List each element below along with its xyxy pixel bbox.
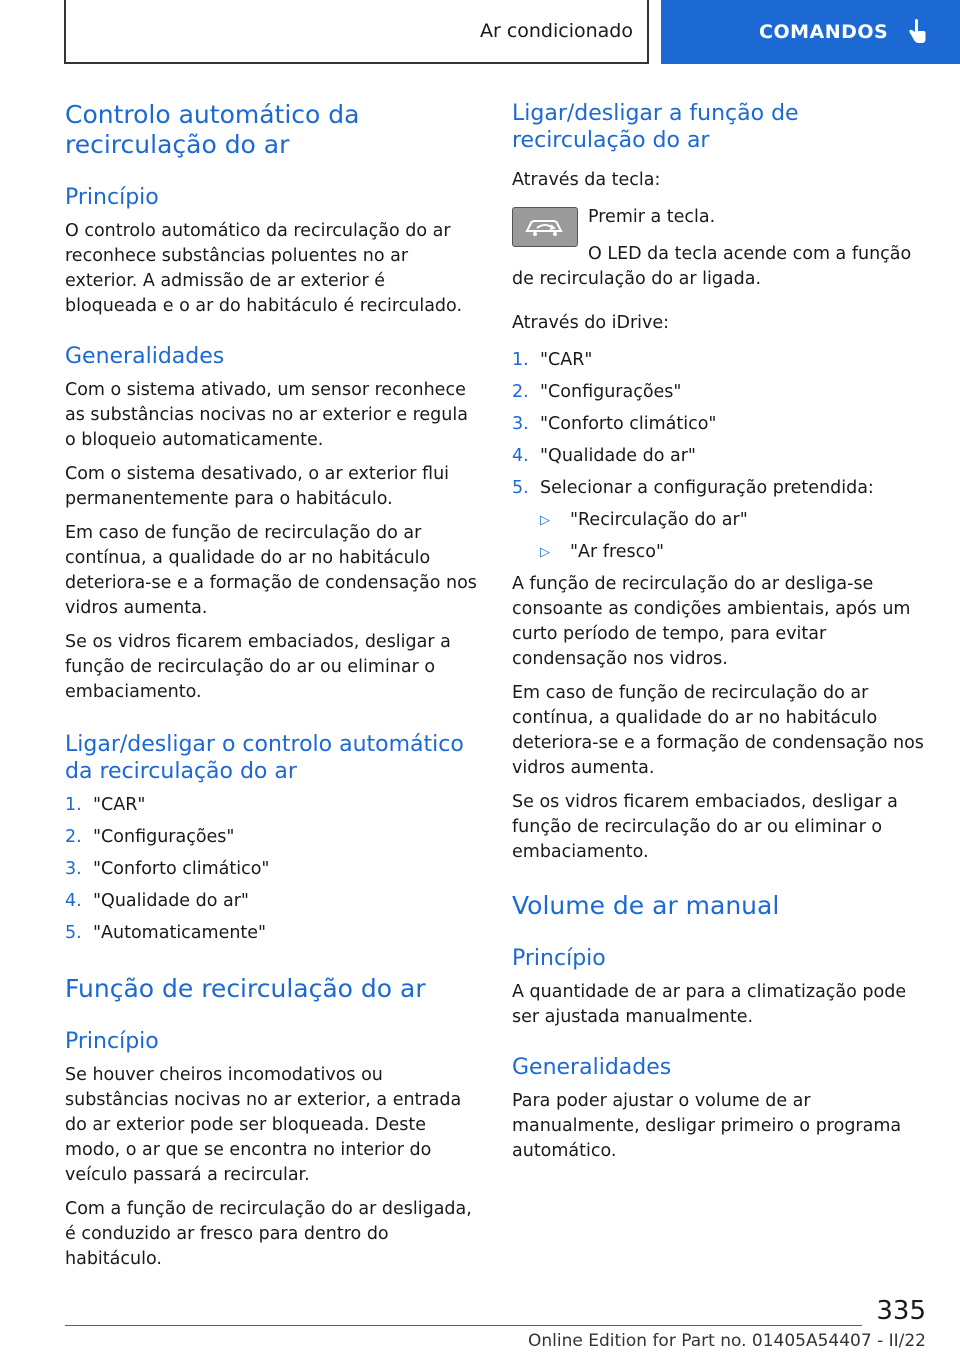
list-item: 2. "Configurações": [65, 827, 235, 847]
heading-onoff-auto: Ligar/desligar o controlo automático da recirculação do ar: [65, 732, 464, 784]
fogging-text: Se os vidros ficarem embaciados, desligar a função de recirculação do ar ou eliminar o embaciamento.: [512, 792, 898, 862]
general-paragraph: Se os vidros ficarem embaciados, desligar a função de recirculação do ar ou eliminar o embaciamento.: [65, 632, 451, 702]
heading-manual-volume: Volume de ar manual: [512, 891, 780, 920]
heading-principle: Princípio: [65, 1029, 159, 1054]
footer-divider: [65, 1325, 862, 1326]
principle-text: O controlo automático da recirculação do ar reconhece substâncias poluentes no ar exterior. A admissão de ar exterior é bloqueada e o ar do habitáculo é recirculado.: [65, 221, 463, 316]
general-paragraph: Com o sistema desativado, o ar exterior flui permanentemente para o habitáculo.: [65, 464, 450, 509]
list-item: 2. "Configurações": [512, 382, 682, 402]
header-chapter-tab: [661, 0, 960, 64]
key-led-text: O LED da tecla acende com a função de recirculação do ar ligada.: [512, 244, 912, 289]
key-press-text: Premir a tecla.: [588, 207, 716, 227]
heading-principle: Princípio: [512, 946, 606, 971]
triangle-bullet-icon: ▷: [540, 513, 550, 528]
principle-text: A quantidade de ar para a climatização pode ser ajustada manualmente.: [512, 982, 907, 1027]
list-item: 4. "Qualidade do ar": [512, 446, 696, 466]
heading-general: Generalidades: [65, 344, 225, 369]
heading-principle: Princípio: [65, 185, 159, 210]
triangle-bullet-icon: ▷: [540, 545, 550, 560]
via-idrive-label: Através do iDrive:: [512, 313, 670, 333]
heading-onoff-recirculation: Ligar/desligar a função de recirculação do ar: [512, 101, 799, 153]
idrive-steps: [512, 348, 924, 501]
recirculation-off-text: A função de recirculação do ar desliga-se consoante as condições ambientais, após um curto período de tempo, para evitar condensação nos vidros.: [512, 574, 911, 669]
list-item: 1. "CAR": [512, 350, 593, 370]
list-item: 5. Selecionar a configuração pretendida:: [512, 478, 874, 498]
principle-text: Com a função de recirculação do ar desligada, é conduzido ar fresco para dentro do habitáculo.: [65, 1199, 472, 1269]
recirculation-continuous-text: Em caso de função de recirculação do ar contínua, a qualidade do ar no habitáculo deteriora-se e a formação de condensação nos vidros aumenta.: [512, 683, 924, 778]
recirculation-key-icon: [512, 207, 578, 247]
pointing-hand-icon: [906, 19, 928, 45]
left-column: [65, 100, 477, 1272]
key-instruction: [512, 205, 924, 247]
general-paragraph: Em caso de função de recirculação do ar contínua, a qualidade do ar no habitáculo deteriora-se e a formação de condensação nos vidros aumenta.: [65, 523, 477, 618]
right-column: [512, 100, 924, 1164]
footer-edition: Online Edition for Part no. 01405A54407 - II/22: [527, 1331, 926, 1351]
general-paragraph: Para poder ajustar o volume de ar manualmente, desligar primeiro o programa automático.: [512, 1091, 902, 1161]
page-number: 335: [876, 1296, 926, 1326]
heading-recirculation-function: Função de recirculação do ar: [65, 974, 426, 1003]
header-section-tab: [64, 0, 649, 64]
via-key-label: Através da tecla:: [512, 170, 661, 190]
heading-auto-recirculation: Controlo automático da recirculação do ar: [65, 100, 360, 159]
header-section-title: Ar condicionado: [479, 20, 633, 42]
list-item: ▷ "Ar fresco": [512, 540, 924, 565]
principle-text: Se houver cheiros incomodativos ou substâncias nocivas no ar exterior, a entrada do ar exterior pode ser bloqueada. Deste modo, o ar que se encontra no interior do veículo passará a recircular.: [65, 1065, 462, 1185]
general-paragraph: Com o sistema ativado, um sensor reconhece as substâncias nocivas no ar exterior e regula o bloqueio automaticamente.: [65, 380, 468, 450]
list-item: 1. "CAR": [65, 795, 146, 815]
list-item: 4. "Qualidade do ar": [65, 891, 249, 911]
onoff-auto-steps: [65, 793, 477, 946]
list-item: 3. "Conforto climático": [65, 859, 270, 879]
list-item: 5. "Automaticamente": [65, 923, 267, 943]
list-item: 3. "Conforto climático": [512, 414, 717, 434]
header-chapter-title: COMANDOS: [759, 21, 889, 43]
list-item: ▷ "Recirculação do ar": [512, 508, 924, 533]
heading-general: Generalidades: [512, 1055, 672, 1080]
option-list: [512, 508, 924, 565]
